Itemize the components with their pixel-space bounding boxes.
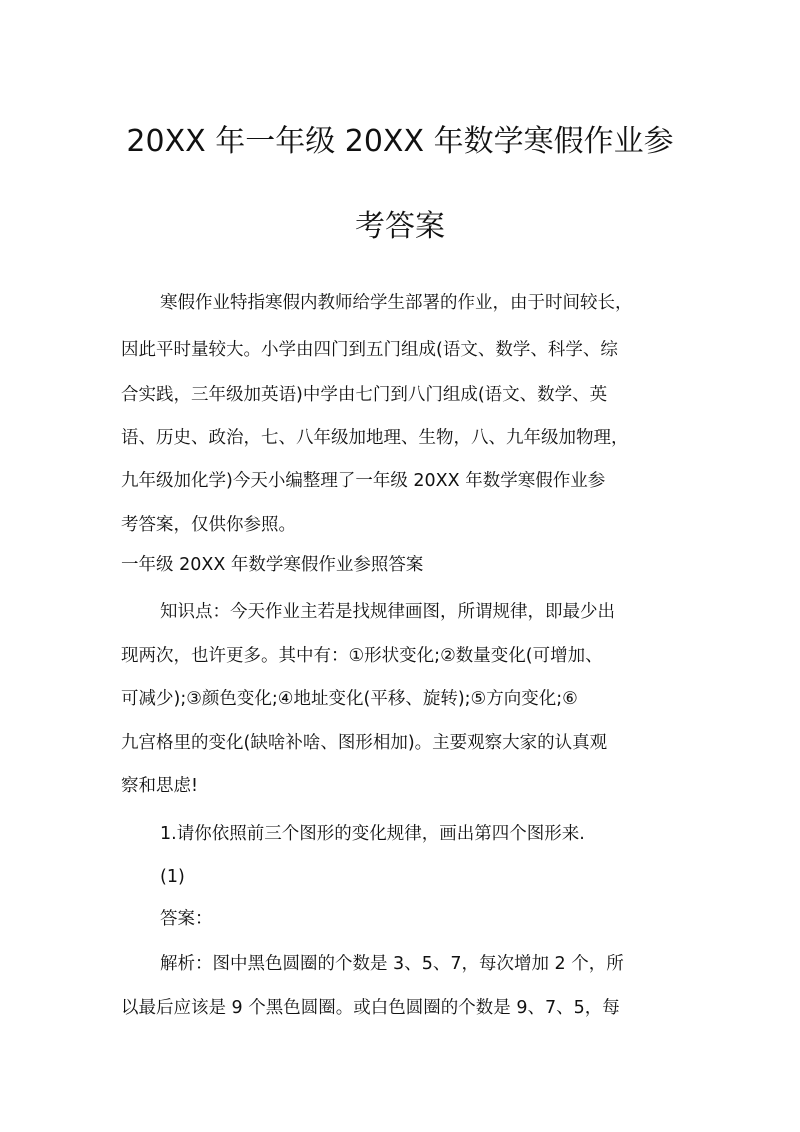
intro-paragraph-line: 考答案，仅供你参照。 [121, 515, 296, 535]
knowledge-paragraph-line: 九宫格里的变化(缺啥补啥、图形相加)。主要观察大家的认真观 [121, 733, 608, 753]
intro-paragraph-line: 合实践，三年级加英语)中学由七门到八门组成(语文、数学、英 [121, 385, 608, 405]
answer-label: 答案： [160, 909, 213, 929]
document-title-line-1: 20XX 年一年级 20XX 年数学寒假作业参 [126, 124, 674, 159]
sub-item-1: (1) [160, 867, 185, 887]
knowledge-paragraph-line: 察和思虑! [121, 776, 199, 796]
intro-paragraph-line: 因此平时量较大。小学由四门到五门组成(语文、数学、科学、综 [121, 340, 618, 360]
document-title-line-2: 考答案 [355, 209, 445, 244]
knowledge-paragraph-line: 现两次，也许更多。其中有：①形状变化;②数量变化(可增加、 [121, 646, 603, 666]
intro-paragraph-line: 九年级加化学)今天小编整理了一年级 20XX 年数学寒假作业参 [121, 471, 606, 491]
analysis-line: 以最后应该是 9 个黑色圆圈。或白色圆圈的个数是 9、7、5，每 [121, 998, 620, 1018]
intro-paragraph-line: 语、历史、政治，七、八年级加地理、生物，八、九年级加物理， [121, 428, 629, 448]
analysis-line: 解析：图中黑色圆圈的个数是 3、5、7，每次增加 2 个，所 [160, 954, 624, 974]
section-heading: 一年级 20XX 年数学寒假作业参照答案 [121, 555, 424, 575]
knowledge-paragraph-line: 可减少);③颜色变化;④地址变化(平移、旋转);⑤方向变化;⑥ [121, 689, 578, 709]
question-1: 1.请你依照前三个图形的变化规律，画出第四个图形来. [160, 824, 585, 844]
intro-paragraph-line: 寒假作业特指寒假内教师给学生部署的作业，由于时间较长， [160, 293, 633, 313]
knowledge-paragraph-line: 知识点：今天作业主若是找规律画图，所谓规律，即最少出 [160, 602, 615, 622]
